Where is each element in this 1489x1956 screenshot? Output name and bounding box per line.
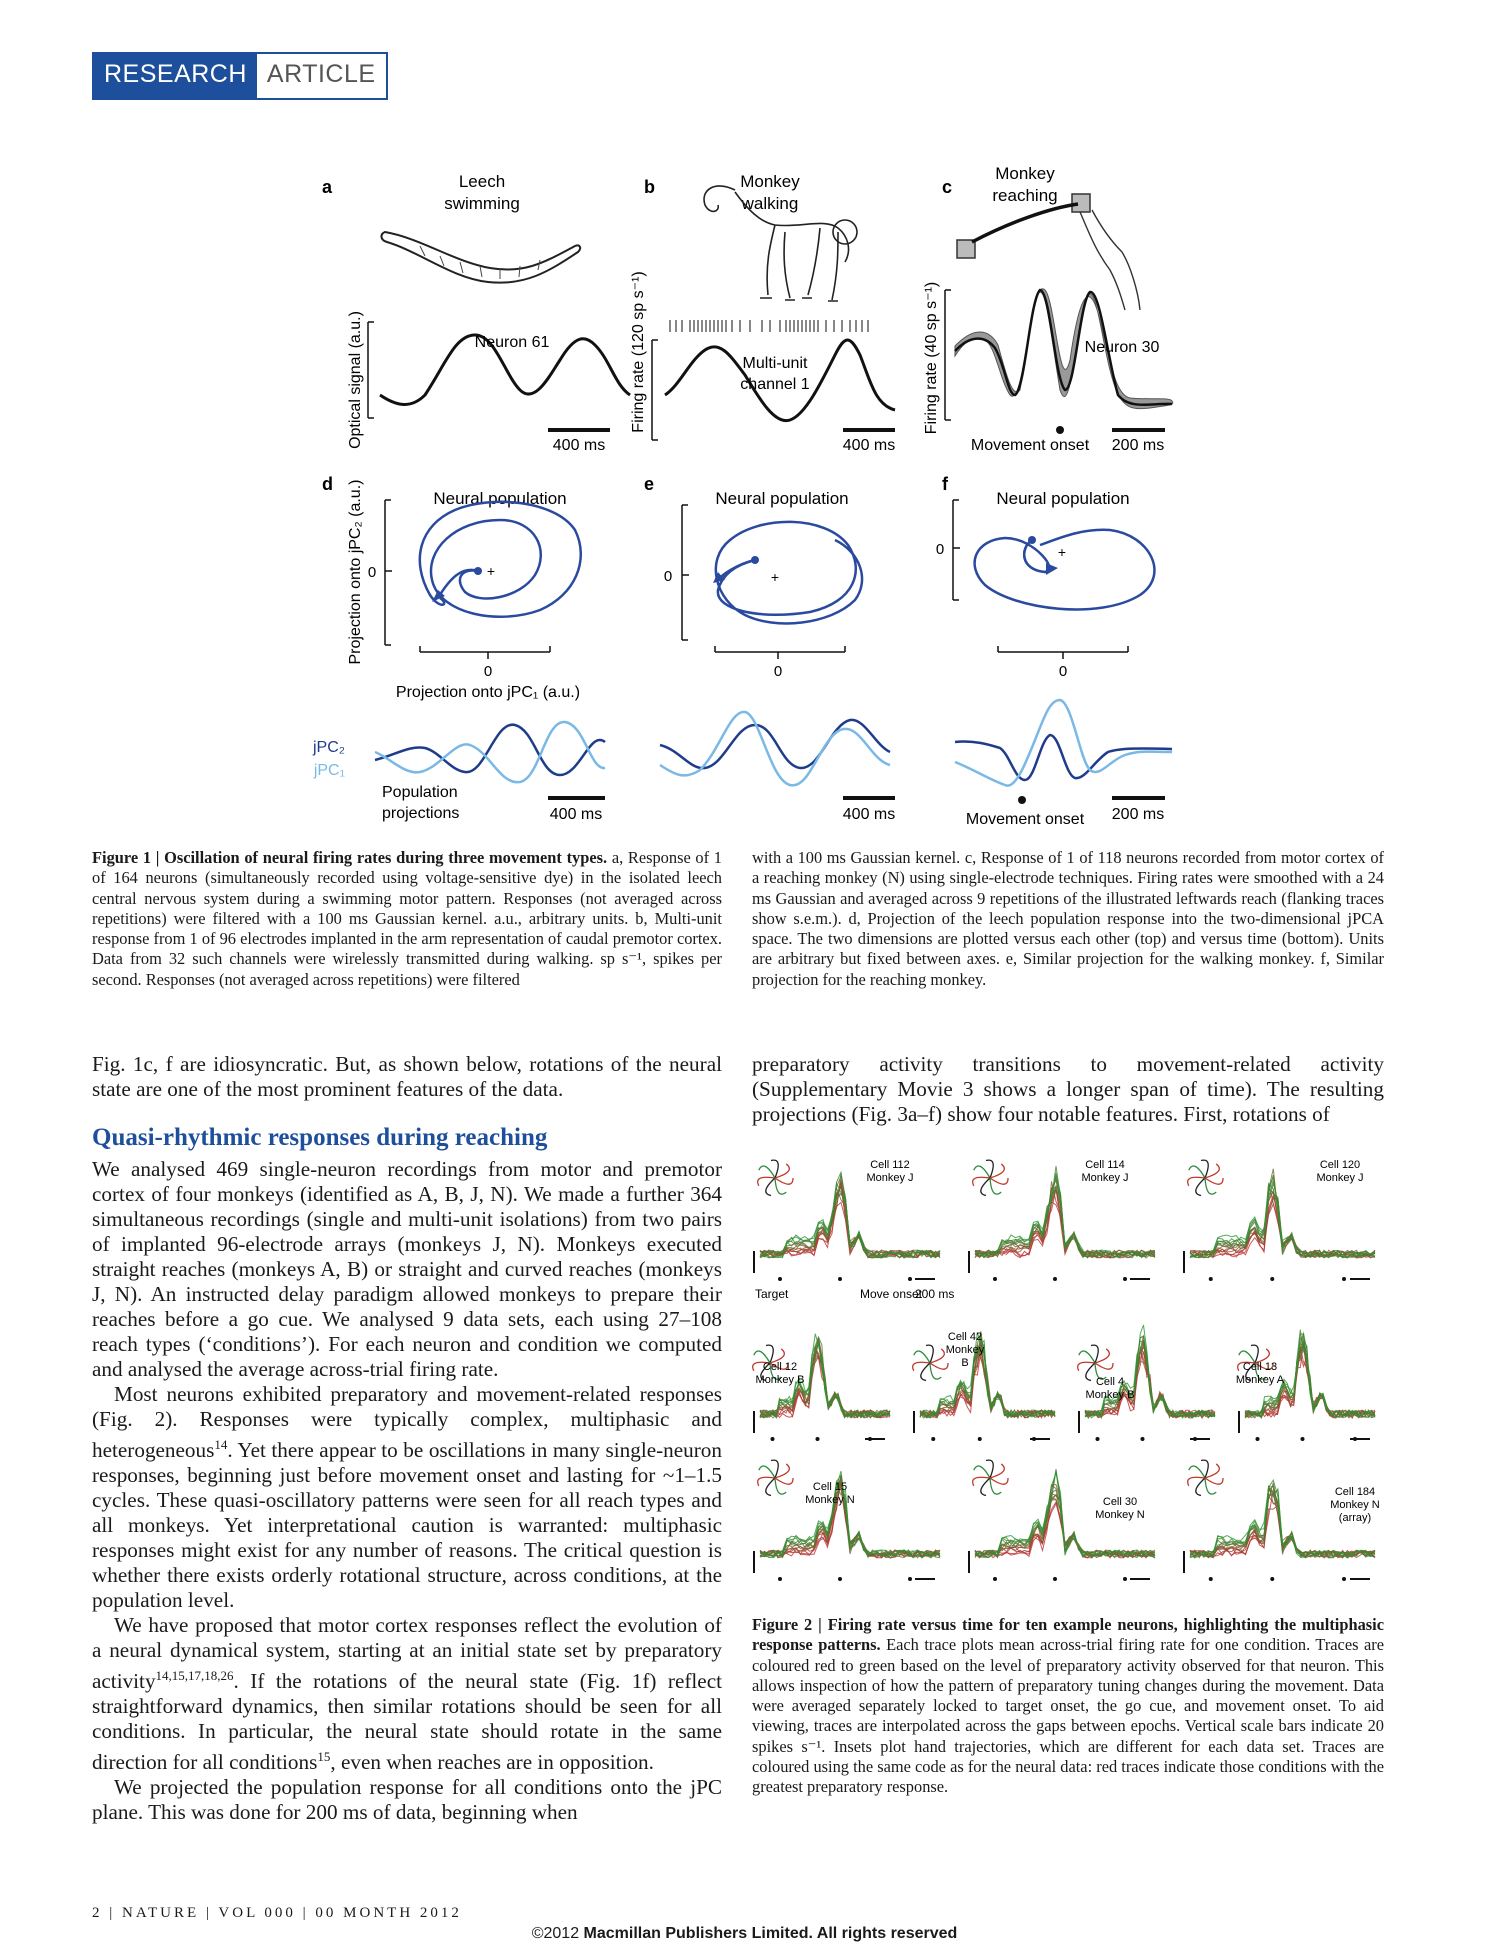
multiunit-label-1: Multi-unit: [742, 355, 808, 372]
leech-illustration: [381, 232, 580, 283]
fig2-cell-panel: [969, 1460, 1155, 1581]
trajectory-f: [975, 530, 1155, 610]
figure-2-caption-text: Each trace plots mean across-trial firing rate for one condition. Traces are coloured red to green based on the level of preparatory activity observed for that neuron. This allows inspection of how the pattern of preparatory tuning changes during the movement. Data were averaged separately locked to target onset, the go cue, and movement onset. To aid viewing, traces are interpolated across the gaps between epochs. Vertical scale bars indicate 20 spikes s⁻¹. Insets plot hand trajectories, which are different for each data set. Traces are coloured using the same code as for the neural data: red traces indicate those conditions with the greatest preparatory response.: [752, 1635, 1384, 1797]
panel-a-title-2: swimming: [444, 194, 520, 213]
fig2-cell-name: Cell 12: [762, 1361, 798, 1373]
figure-1-label: Figure 1 | Oscillation of neural firing rates during three movement types.: [92, 848, 608, 867]
fig2-cell-panel: [1236, 1330, 1375, 1441]
svg-text:+: +: [1057, 544, 1067, 560]
neuron-30-label: Neuron 30: [1084, 339, 1160, 356]
neuron-61-label: Neuron 61: [474, 334, 550, 351]
xlabel-d: Projection onto jPC₁ (a.u.): [395, 684, 581, 701]
panel-b-title-2: walking: [741, 194, 799, 213]
panel-e-title: Neural population: [715, 489, 849, 508]
fig2-cell-name: Cell 42: [947, 1331, 983, 1343]
research-label: RESEARCH: [94, 54, 257, 98]
reach-illustration: [957, 194, 1140, 310]
jpc1-trace-leech: [375, 722, 605, 782]
fig2-cell-name: Cell 120: [1319, 1159, 1361, 1171]
page-footer: 2 | NATURE | VOL 000 | 00 MONTH 2012: [92, 1905, 462, 1921]
fig2-cell-panel: [1184, 1159, 1375, 1281]
jpc2-trace-leech: [375, 725, 605, 775]
figure-2-caption: [752, 1615, 1384, 1798]
fig2-cell-name: Cell 114: [1085, 1159, 1125, 1171]
fig2-cell-name: Cell 15: [812, 1481, 848, 1493]
figure-2-label: Figure 2 | Firing rate versus time for ten example neurons, highlighting the multiphasic response patterns.: [752, 1615, 1384, 1655]
trajectory-d: [420, 502, 581, 617]
right-body: [752, 1052, 1384, 1127]
fig2-cell-name: Cell 112: [870, 1159, 910, 1171]
fig2-cell-monkey-extra: (array): [1338, 1512, 1372, 1524]
fig2-cell-panel: [754, 1159, 940, 1281]
zero-x-f: 0: [1058, 663, 1068, 680]
fig2-cell-monkey: Monkey J: [1081, 1172, 1129, 1184]
fig2-cell-monkey: Monkey J: [866, 1172, 914, 1184]
zero-y-f: 0: [935, 541, 945, 558]
scale-label-b: 400 ms: [842, 437, 896, 454]
spike-raster: [670, 320, 868, 332]
jpc1-trace-reaching: [955, 700, 1172, 786]
figure-1-caption-text-2: with a 100 ms Gaussian kernel. c, Response of 1 of 118 neurons recorded from motor cortex of a reaching monkey (N) using single-electrode techniques. Firing rates were smoothed with a 24 ms Gaussian and averaged across 9 repetitions of the illustrated leftwards reach (flanking traces show s.e.m.). d, Projection of the leech population response into the two-dimensional jPCA space. The two dimensions are plotted versus each other (top) and versus time (bottom). Units are arbitrary but fixed between axes. e, Similar projection for the walking monkey. f, Similar projection for the reaching monkey.: [752, 848, 1384, 989]
fig2-cell-name: Cell 184: [1334, 1486, 1376, 1498]
fig2-cell-name: Cell 13: [1242, 1361, 1278, 1373]
zero-y-e: 0: [663, 568, 673, 585]
fig2-cell-panel: [969, 1159, 1155, 1281]
fig2-cell-monkey: Monkey B: [1085, 1389, 1135, 1401]
figure-2: [750, 1148, 1390, 1608]
figure-1: [0, 0, 1489, 850]
paragraph-2: Most neurons exhibited preparatory and movement-related responses (Fig. 2). Responses were typically complex, multiphasic and heterogeneous$^{14}$. Yet there appear to be oscillations in many single-neuron responses, beginning just before movement onset and lasting for ~1–1.5 cycles. These quasi-oscillatory patterns were seen for all reach types and all monkeys. Yet interpretational caution is warranted: multiphasic responses might exist for any number of reasons. The critical question is whether there exists orderly rotational structure, across conditions, at the population level.: [92, 1382, 722, 1613]
scale-label-bottom-c: 200 ms: [1111, 806, 1165, 823]
panel-f-title: Neural population: [996, 489, 1130, 508]
fig2-scale-label: 200 ms: [915, 1287, 955, 1301]
scale-label-bottom-a: 400 ms: [549, 806, 603, 823]
article-label: ARTICLE: [257, 54, 386, 98]
panel-c-title-1: Monkey: [995, 164, 1055, 183]
paragraph-3: We have proposed that motor cortex responses reflect the evolution of a neural dynamical system, starting at an initial state set by preparatory activity$^{14,15,17,18,26}$. If the rotations of the neural state (Fig. 1f) reflect straightforward dynamics, then similar rotations should be seen for all conditions. In particular, the neural state should rotate in the same direction for all conditions$^{15}$, even when reaches are in opposition.: [92, 1613, 722, 1775]
ylabel-c: Firing rate (40 sp s⁻¹): [923, 281, 940, 435]
figure-1-caption-text-1: a, Response of 1 of 164 neurons (simultaneously recorded using voltage-sensitive dye) in the isolated leech central nervous system during a swimming motor pattern. Responses (not averaged across repetitions) were filtered with a 100 ms Gaussian kernel. a.u., arbitrary units. b, Multi-unit response from 1 of 96 electrodes implanted in the arm representation of caudal premotor cortex. Data from 32 such channels were wirelessly transmitted during walking. sp s⁻¹, spikes per second. Responses (not averaged across repetitions) were filtered: [92, 848, 722, 989]
fig2-cell-panel: [753, 1334, 890, 1441]
panel-letter-e: e: [644, 474, 655, 494]
zero-x-d: 0: [483, 663, 493, 680]
panel-a-title-1: Leech: [458, 172, 506, 191]
fig2-cell-panel: [913, 1331, 1055, 1441]
jpc1-label: jPC₁: [313, 762, 345, 779]
panel-d-title: Neural population: [433, 489, 567, 508]
copyright-line: ©2012 Macmillan Publishers Limited. All rights reserved: [531, 1925, 958, 1942]
zero-y-d: 0: [367, 564, 377, 581]
scale-label-c: 200 ms: [1111, 437, 1165, 454]
fig2-cell-monkey: Monkey: [945, 1344, 985, 1356]
panel-letter-f: f: [942, 474, 948, 494]
figure-1-caption-col2: [752, 848, 1384, 990]
fig2-cell-panel: [1078, 1325, 1215, 1441]
jpc2-label: jPC₂: [313, 739, 345, 756]
panel-b-title-1: Monkey: [740, 172, 800, 191]
population-label-1: Population: [382, 784, 458, 801]
movement-onset-marker-bottom: [1018, 796, 1026, 804]
fig2-cell-panel: [1184, 1460, 1380, 1581]
fig2-cell-monkey: Monkey N: [805, 1494, 855, 1506]
fig2-cell-name: Cell 4: [1095, 1376, 1125, 1388]
panel-letter-c: c: [942, 177, 953, 197]
fig2-cell-monkey: Monkey A: [1235, 1374, 1285, 1386]
fig2-cell-monkey: Monkey N: [1330, 1499, 1380, 1511]
target-label: Target: [755, 1287, 789, 1301]
movement-onset-label-c: Movement onset: [970, 437, 1090, 454]
jpc1-trace-walking: [660, 712, 890, 785]
ylabel-b: Firing rate (120 sp s⁻¹): [630, 271, 647, 433]
multiunit-label-2: channel 1: [740, 376, 810, 393]
panel-letter-b: b: [644, 177, 655, 197]
paragraph-1: We analysed 469 single-neuron recordings from motor and premotor cortex of four monkeys (identified as A, B, J, N). We made a further 364 simultaneous recordings (single and multi-unit isolations) from two pairs of implanted 96-electrode arrays (monkeys J, N). Monkeys executed straight reaches (monkeys A, B) or straight and curved reaches (monkeys J, N). An instructed delay paradigm allowed monkeys to prepare their reaches before a go cue. We analysed 9 data sets, each using 27–108 reach types (‘conditions’). For each neuron and condition we computed and analysed the average across-trial firing rate.: [92, 1157, 722, 1381]
svg-text:+: +: [486, 563, 496, 579]
section-heading: Quasi-rhythmic responses during reaching: [92, 1124, 548, 1151]
zero-x-e: 0: [773, 663, 783, 680]
scale-label-a: 400 ms: [552, 437, 606, 454]
movement-onset-label-bottom: Movement onset: [965, 811, 1085, 828]
movement-onset-marker-c: [1056, 426, 1064, 434]
scale-label-bottom-b: 400 ms: [842, 806, 896, 823]
fig2-cell-monkey: Monkey J: [1316, 1172, 1364, 1184]
svg-text:+: +: [770, 569, 780, 585]
trajectory-e: [716, 522, 862, 624]
fig2-cell-monkey: Monkey N: [1095, 1509, 1145, 1521]
ylabel-a: Optical signal (a.u.): [347, 311, 364, 449]
fig2-cell-name: Cell 30: [1102, 1496, 1138, 1508]
fig2-cell-monkey: Monkey B: [755, 1374, 805, 1386]
left-body-main: [92, 1157, 722, 1825]
jpc2-trace-walking: [660, 720, 890, 768]
move-onset-label: Move onset: [860, 1287, 923, 1301]
figure-1-caption-col1: [92, 848, 722, 990]
paragraph-4: We projected the population response for all conditions onto the jPC plane. This was done for 200 ms of data, beginning when: [92, 1775, 722, 1825]
left-body-intro: [92, 1052, 722, 1102]
fig2-cell-monkey-extra: B: [961, 1357, 969, 1369]
paragraph-right-1: preparatory activity transitions to movement-related activity (Supplementary Movie 3 shows a longer span of time). The resulting projections (Fig. 3a–f) show four notable features. First, rotations of: [752, 1052, 1384, 1126]
panel-c-title-2: reaching: [992, 186, 1058, 205]
paragraph-0: Fig. 1c, f are idiosyncratic. But, as shown below, rotations of the neural state are one of the most prominent features of the data.: [92, 1052, 722, 1101]
population-label-2: projections: [382, 805, 460, 822]
panel-letter-d: d: [322, 474, 333, 494]
panel-letter-a: a: [322, 177, 333, 197]
jpc2-trace-reaching: [955, 735, 1172, 780]
ylabel-d: Projection onto jPC₂ (a.u.): [347, 479, 364, 665]
fig2-cell-panel: [754, 1460, 940, 1581]
